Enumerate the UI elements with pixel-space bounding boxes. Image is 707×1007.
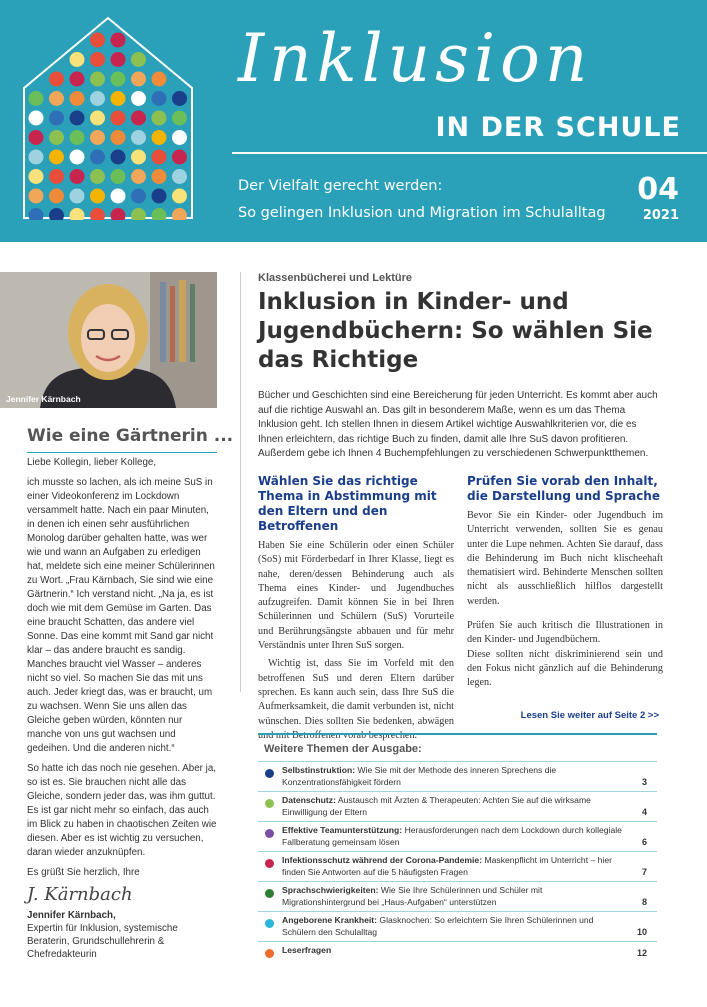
logo-dot — [29, 130, 44, 145]
logo-dot — [29, 91, 44, 106]
logo-dot — [70, 150, 85, 165]
house-logo-icon — [22, 14, 194, 220]
logo-dot — [172, 111, 187, 126]
bullet-dot-icon — [265, 889, 274, 898]
logo-dot — [49, 72, 64, 87]
author-photo — [0, 272, 217, 408]
left-paragraph-1: Haben Sie eine Schülerin oder einen Schüler (SoS) mit Förderbedarf in Ihrer Klasse, liegt es nahe, deren/dessen Behinderung auch als Thema eines Kinder- und Jugendbuches aufzugreifen. Damit können Sie in bei Ihren Schülerinnen und Schülern (SuS) Vorurteile und Berührungsängste abbauen und für mehr Verständnis unter Ihren SuS sorgen. — [258, 540, 454, 652]
topic-page-number: 6 — [641, 836, 647, 847]
issue-number: 04 — [637, 172, 679, 207]
logo-dot — [90, 52, 105, 67]
logo-dot — [152, 150, 167, 165]
right-paragraph-1: Bevor Sie ein Kinder- oder Jugendbuch im Unterricht verwenden, sollten Sie es genau unter die Lupe nehmen. Achten Sie darauf, dass die Behinderung im Buch nicht klischeehaft thematisiert wird. Behinderte Menschen sollten nicht als ausschließlich hilflos dargestellt werden. — [467, 510, 663, 607]
editorial-closing: Es grüßt Sie herzlich, Ihre — [27, 867, 140, 878]
topic-text: Glasknochen: So erleichtern Sie Ihren Schülerinnen und Schülern den Schulalltag — [282, 915, 594, 937]
bullet-dot-icon — [265, 799, 274, 808]
editorial-paragraph-2: So hatte ich das noch nie gesehen. Aber ja, so ist es. Sie brauchen nicht alle das Gleiche, sondern jeder das, was ihm guttut. Es ist gar nicht mehr so einfach, das auch im Blick zu haben in chaotischen Zeiten wie diesen. Aber es ist wichtig zu versuchen, daran wieder anzuknüpfen. — [27, 763, 217, 858]
further-topics-box — [258, 733, 657, 962]
editorial-sidebar — [27, 426, 234, 961]
logo-dot — [90, 91, 105, 106]
logo-dot — [172, 130, 187, 145]
bullet-dot-icon — [265, 769, 274, 778]
topic-text: Wie Sie mit der Methode des inneren Sprechens die Konzentrationsfähigkeit fördern — [282, 765, 557, 787]
topics-list — [258, 761, 657, 962]
logo-dot — [29, 150, 44, 165]
logo-dot — [152, 169, 167, 184]
logo-dot — [172, 150, 187, 165]
logo-dot — [70, 72, 85, 87]
signature: J. Kärnbach — [27, 884, 133, 905]
logo-dot — [131, 208, 146, 220]
logo-dot — [152, 111, 167, 126]
topic-label: Infektionsschutz während der Corona-Pandemie: — [282, 855, 483, 865]
article-headline: Inklusion in Kinder- und Jugendbüchern: So wählen Sie das Richtige — [258, 289, 653, 373]
masthead-subtitle: IN DER SCHULE — [435, 112, 681, 143]
logo-dot — [111, 111, 126, 126]
topic-label: Sprachschwierigkeiten: — [282, 885, 379, 895]
issue-tagline-line1: Der Vielfalt gerecht werden: — [238, 178, 443, 194]
logo-dot — [70, 208, 85, 220]
logo-dot — [131, 52, 146, 67]
logo-dot — [49, 130, 64, 145]
topic-page-number: 7 — [641, 866, 647, 877]
logo-dot — [152, 208, 167, 220]
logo-dot — [111, 169, 126, 184]
bullet-dot-icon — [265, 859, 274, 868]
masthead — [0, 0, 707, 242]
article-lead: Bücher und Geschichten sind eine Bereicherung für jeden Unterricht. Es kommt aber auch auf die richtige Auswahl an. Das gilt in besonderem Maße, wenn es um das Thema Inklusion geht. Ich stellen Ihnen in diesem Artikel wichtige Auswahlkriterien vor, die es Ihnen erleichtern, das richtige Buch zu finden, damit alle Ihre SuS davon profitieren. Außerdem gebe ich Ihnen 4 Buchempfehlungen zu verschiedenen Schwerpunktthemen. — [258, 390, 658, 459]
logo-dot — [90, 150, 105, 165]
logo-dot — [49, 169, 64, 184]
logo-dot — [111, 208, 126, 220]
topic-item[interactable] — [258, 911, 657, 941]
topic-item[interactable] — [258, 761, 657, 791]
article-kicker: Klassenbücherei und Lektüre — [258, 272, 413, 284]
bullet-dot-icon — [265, 829, 274, 838]
topic-item[interactable] — [258, 821, 657, 851]
issue-tagline-line2: So gelingen Inklusion und Migration im Schulalltag — [238, 205, 606, 221]
logo-dot — [131, 111, 146, 126]
right-section-heading: Prüfen Sie vorab den Inhalt, die Darstellung und Sprache — [467, 474, 660, 503]
logo-dot — [111, 52, 126, 67]
topic-text: Wie Sie Ihre Schülerinnen und Schüler mit Migrationshintergrund bei „Haus-Aufgaben“ unterstützen — [282, 885, 543, 907]
logo-dot — [70, 169, 85, 184]
logo-dot — [70, 189, 85, 204]
topic-text: Austausch mit Ärzten & Therapeuten: Achten Sie auf die wirksame Einwilligung der Eltern — [282, 795, 591, 817]
logo-dot — [111, 130, 126, 145]
logo-dot — [111, 72, 126, 87]
logo-dot — [90, 33, 105, 48]
logo-dot — [49, 91, 64, 106]
logo-dot — [131, 169, 146, 184]
logo-dot — [49, 150, 64, 165]
topic-page-number: 4 — [641, 806, 647, 817]
topics-title: Weitere Themen der Ausgabe: — [264, 743, 422, 755]
logo-dot — [90, 130, 105, 145]
logo-dot — [111, 33, 126, 48]
logo-dot — [90, 208, 105, 220]
right-paragraph-2: Prüfen Sie auch kritisch die Illustrationen in den Kinder- und Jugendbüchern. — [467, 620, 663, 646]
logo-dot — [131, 150, 146, 165]
topic-item[interactable] — [258, 941, 657, 962]
column-divider — [240, 272, 241, 692]
logo-dot — [29, 111, 44, 126]
editorial-greeting: Liebe Kollegin, lieber Kollege, — [27, 457, 157, 468]
logo-dot — [111, 189, 126, 204]
topic-item[interactable] — [258, 791, 657, 821]
left-paragraph-2: Wichtig ist, dass Sie im Vorfeld mit den betroffenen SuS und deren Eltern darüber sprechen. Es kann auch sein, dass Ihre SuS die Aufmerksamkeit, die damit verbunden ist, nicht wünschen. Dies sollten Sie bedenken, abwägen und mit Betroffenen vorab besprechen. — [258, 658, 454, 741]
logo-dot — [49, 111, 64, 126]
topic-label: Datenschutz: — [282, 795, 336, 805]
topic-text: Herausforderungen nach dem Lockdown durch kollegiale Fallberatung gemeinsam lösen — [282, 825, 622, 847]
logo-dot — [111, 91, 126, 106]
bullet-dot-icon — [265, 949, 274, 958]
logo-dot — [131, 130, 146, 145]
logo-dot — [172, 169, 187, 184]
topic-label: Selbstinstruktion: — [282, 765, 356, 775]
right-paragraph-3: Diese sollten nicht diskriminierend sein und den Fokus nicht gänzlich auf die Behinderung legen. — [467, 648, 663, 689]
logo-dot — [90, 189, 105, 204]
logo-dot — [131, 189, 146, 204]
logo-dot — [152, 72, 167, 87]
logo-dot — [70, 52, 85, 67]
logo-dot — [172, 189, 187, 204]
logo-dot — [111, 150, 126, 165]
photo-caption: Jennifer Kärnbach — [6, 394, 81, 404]
article-column-right — [467, 474, 663, 695]
topic-page-number: 8 — [641, 896, 647, 907]
logo-dot — [90, 169, 105, 184]
lead-article — [258, 272, 660, 462]
topic-item[interactable] — [258, 881, 657, 911]
topic-item[interactable] — [258, 851, 657, 881]
logo-dot — [131, 72, 146, 87]
editorial-title: Wie eine Gärtnerin ... — [27, 426, 234, 446]
header-divider — [232, 152, 707, 154]
logo-dot — [172, 91, 187, 106]
left-section-heading: Wählen Sie das richtige Thema in Abstimmung mit den Eltern und den Betroffenen — [258, 474, 437, 533]
logo-dot — [29, 208, 44, 220]
topic-page-number: 10 — [636, 926, 647, 937]
logo-dot — [131, 91, 146, 106]
masthead-title: Inklusion — [238, 20, 593, 97]
logo-dot — [152, 189, 167, 204]
topic-page-number: 12 — [636, 947, 647, 958]
logo-dot — [172, 208, 187, 220]
topic-text: Maskenpflicht im Unterricht – hier finden Sie Antworten auf die 5 häufigsten Fragen — [282, 855, 612, 877]
issue-year: 2021 — [642, 208, 679, 223]
topic-label: Leserfragen — [282, 945, 332, 955]
logo-dot — [70, 130, 85, 145]
article-column-left — [258, 474, 454, 747]
logo-dot — [70, 111, 85, 126]
portrait-illustration-icon — [0, 272, 217, 408]
logo-dot — [29, 169, 44, 184]
bullet-dot-icon — [265, 919, 274, 928]
logo-dot — [90, 72, 105, 87]
topic-label: Effektive Teamunterstützung: — [282, 825, 403, 835]
logo-dot — [29, 189, 44, 204]
author-name: Jennifer Kärnbach, — [27, 910, 116, 921]
topic-page-number: 3 — [641, 776, 647, 787]
logo-dot — [152, 91, 167, 106]
logo-dot — [49, 208, 64, 220]
read-more-link[interactable]: Lesen Sie weiter auf Seite 2 >> — [520, 710, 659, 721]
topic-label: Angeborene Krankheit: — [282, 915, 378, 925]
logo-dot — [70, 91, 85, 106]
author-role: Expertin für Inklusion, systemische Beraterin, Grundschullehrerin & Chefredakteurin — [27, 923, 178, 960]
editorial-paragraph-1: ich musste so lachen, als ich meine SuS in einer Videokonferenz im Lockdown versammelt hatte. Nach ein paar Minuten, in denen ich einen sehr ausführlichen Monolog darüber gehalten hatte, was wer wie und wann an Aufgaben zu erledigen hat, meldete sich eine meiner Schülerinnen zu Wort. „Frau Kärnbach, Sie sind wie eine Gärtnerin.“ Ich verstand nicht. „Na ja, es ist doch wie mit dem Gemüse im Garten. Das eine braucht Schatten, das andere viel Sonne. Das eine kommt mit Sand gar nicht klar – das andere braucht es sandig. Manches braucht viel Wasser – anderes nicht so viel. So machen Sie das mit uns auch. Jeder kriegt das, was er braucht, um zu wachsen. Wenn Sie uns allen das Gleiche geben würden, könnten nur manche von uns gut wachsen und gedeihen. Und die anderen nicht.“ — [27, 477, 215, 754]
logo-dot — [49, 189, 64, 204]
logo-dot — [152, 130, 167, 145]
logo-dot — [90, 111, 105, 126]
